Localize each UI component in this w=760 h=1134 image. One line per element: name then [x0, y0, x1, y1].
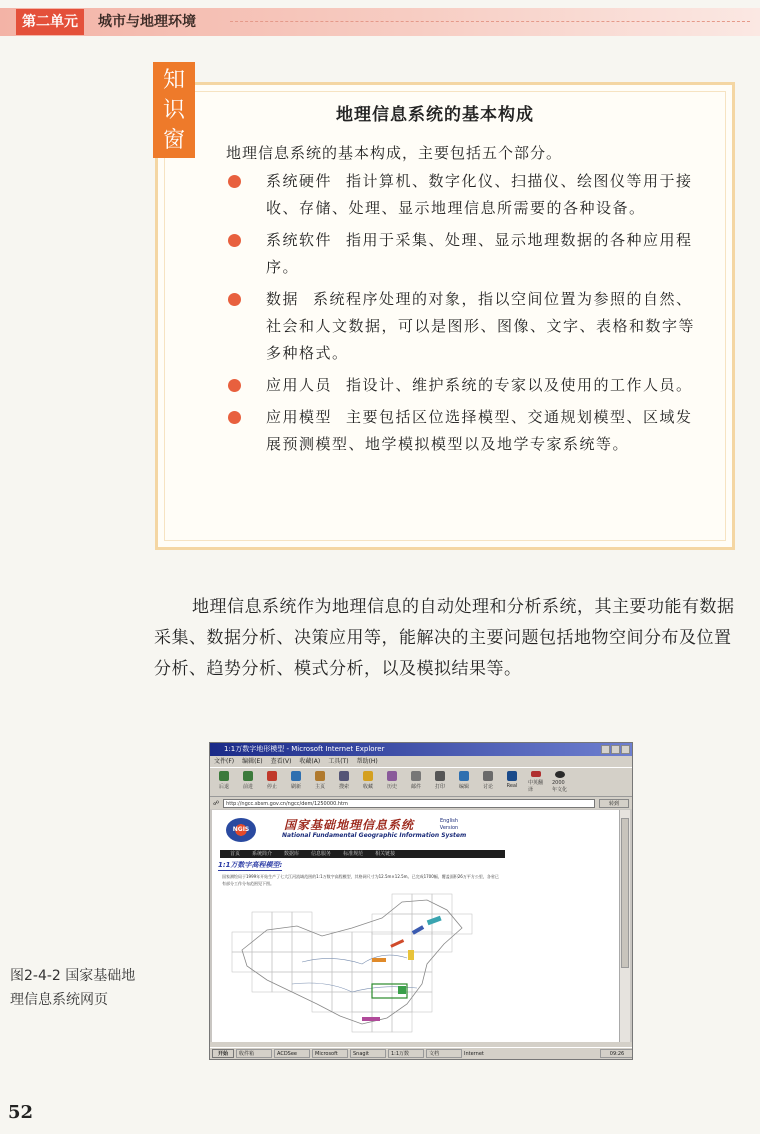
bullet-dot-icon [228, 234, 241, 247]
bullet-dot-icon [228, 293, 241, 306]
menu-tools[interactable]: 工具(T) [328, 758, 349, 765]
item-text: 主要包括区位选择模型、交通规划模型、区域发展预测模型、地学模拟模型以及地学专家系统等。 [266, 408, 693, 453]
toolbar-label: 编辑 [458, 784, 469, 790]
address-icon: ☍ [213, 799, 220, 807]
dem-coverage-green-fill [398, 986, 406, 994]
page-number: 52 [8, 1102, 34, 1123]
toolbar-label: 历史 [386, 784, 397, 790]
site-name-cn: 国家基础地理信息系统 [284, 818, 415, 832]
menu-help[interactable]: 帮助(H) [356, 758, 378, 765]
real-icon [507, 771, 517, 781]
globe-icon [555, 771, 565, 778]
history-button[interactable] [384, 771, 400, 793]
knowledge-intro: 地理信息系统的基本构成，主要包括五个部分。 [226, 144, 563, 162]
dem-subheading: 1:1万数字高程模型: [218, 861, 283, 869]
dem-coverage-cyan [427, 916, 442, 925]
bullet-dot-icon [228, 379, 241, 392]
toolbar-label: 停止 [266, 784, 277, 790]
nav-item[interactable]: 系统简介 [252, 851, 273, 857]
list-item [228, 227, 708, 281]
refresh-icon [291, 771, 301, 781]
translate-icon [531, 771, 541, 777]
dem-coverage-orange [372, 958, 386, 962]
mail-button[interactable] [408, 771, 424, 793]
stop-icon [267, 771, 277, 781]
bullet-dot-icon [228, 411, 241, 424]
mail-icon [411, 771, 421, 781]
nav-item[interactable]: 相关链接 [375, 851, 396, 857]
toolbar-label: 邮件 [410, 784, 421, 790]
toolbar-label: 前进 [242, 784, 253, 790]
taskbar-item[interactable]: 1:1万数 [388, 1049, 424, 1058]
river-yellow [302, 955, 407, 964]
menu-favorites[interactable]: 收藏(A) [299, 758, 321, 765]
item-name: 应用人员 [266, 376, 333, 394]
list-item [228, 372, 708, 399]
printer-icon [435, 771, 445, 781]
maximize-icon[interactable] [611, 745, 620, 754]
address-bar [210, 797, 632, 809]
toolbar-label: 2000年文化 [552, 780, 568, 793]
dem-coverage-red [390, 939, 404, 948]
print-button[interactable] [432, 771, 448, 793]
site-nav [220, 850, 505, 858]
english-version-link[interactable]: English Version [439, 818, 459, 831]
body-paragraph: 地理信息系统作为地理信息的自动处理和分析系统，其主要功能有数据采集、数据分析、决策应用等，能解决的主要问题包括地物空间分布及位置分析、趋势分析、模式分析，以及模拟结果等。 [154, 597, 735, 679]
star-icon [363, 771, 373, 781]
item-text: 指设计、维护系统的专家以及使用的工作人员。 [346, 376, 693, 394]
item-text: 指用于采集、处理、显示地理数据的各种应用程序。 [266, 231, 693, 276]
menu-file[interactable]: 文件(F) [214, 758, 235, 765]
toolbar-label: 后退 [218, 784, 229, 790]
translate-button[interactable] [528, 771, 544, 793]
figure-browser-screenshot [209, 742, 633, 1060]
taskbar-item[interactable]: 文档 [426, 1049, 462, 1058]
refresh-button[interactable] [288, 771, 304, 793]
window-titlebar [210, 743, 632, 756]
stop-button[interactable] [264, 771, 280, 793]
menu-bar [210, 756, 632, 767]
favorites-button[interactable] [360, 771, 376, 793]
edit-icon [459, 771, 469, 781]
dem-coverage-blue [412, 925, 424, 934]
list-item [228, 286, 708, 367]
nav-item[interactable]: 首页 [230, 851, 241, 857]
window-controls [601, 745, 630, 754]
internet-zone: Internet [464, 1050, 484, 1057]
taskbar-clock: 09:26 [600, 1049, 633, 1058]
dem-coverage-yellow [408, 950, 414, 960]
item-name: 系统软件 [266, 231, 333, 249]
minimize-icon[interactable] [601, 745, 610, 754]
toolbar-label: 讨论 [482, 784, 493, 790]
bullet-dot-icon [228, 175, 241, 188]
page-header [0, 0, 760, 44]
home-button[interactable] [312, 771, 328, 793]
close-icon[interactable] [621, 745, 630, 754]
taskbar-item[interactable]: Microsoft [312, 1049, 348, 1058]
toolbar-label: Real [506, 783, 518, 789]
toolbar-label: 刷新 [290, 784, 301, 790]
header-divider [230, 21, 750, 22]
map-grid-lines [232, 894, 472, 1032]
home-icon [315, 771, 325, 781]
chapter-title: 城市与地理环境 [98, 14, 196, 30]
item-text: 指计算机、数字化仪、扫描仪、绘图仪等用于接收、存储、处理、显示地理信息所需要的各种设备。 [266, 172, 693, 217]
toolbar-label: 打印 [434, 784, 445, 790]
nav-item[interactable]: 数据库 [284, 851, 300, 857]
taskbar [210, 1047, 633, 1059]
search-button[interactable] [336, 771, 352, 793]
item-name: 系统硬件 [266, 172, 333, 190]
back-arrow-icon [219, 771, 229, 781]
dem-coverage-pink [362, 1017, 380, 1021]
nav-item[interactable]: 信息服务 [311, 851, 332, 857]
toolbar-label: 主页 [314, 784, 325, 790]
toolbar-label: 收藏 [362, 784, 373, 790]
culture-button[interactable] [552, 771, 568, 793]
nav-item[interactable]: 标准规范 [343, 851, 364, 857]
menu-edit[interactable]: 编辑(E) [242, 758, 263, 765]
address-input[interactable]: http://ngcc.sbsm.gov.cn/ngcc/dem/1250000.htm [223, 799, 595, 808]
taskbar-item[interactable]: 收件箱 [236, 1049, 272, 1058]
item-name: 数据 [266, 290, 300, 308]
search-icon [339, 771, 349, 781]
taskbar-item[interactable]: Snagit [350, 1049, 386, 1058]
item-text: 系统程序处理的对象，指以空间位置为参照的自然、社会和人文数据，可以是图形、图像、文字、表格和数字等多种格式。 [266, 290, 696, 362]
start-button[interactable]: 开始 [212, 1049, 234, 1058]
browser-toolbar [210, 767, 632, 797]
scroll-thumb[interactable] [621, 818, 629, 968]
list-item [228, 168, 708, 222]
unit-label: 第二单元 [16, 9, 84, 35]
toolbar-label: 中英翻译 [528, 780, 544, 793]
dem-description: 国家测绘局于1999年开始生产了七大江河流域范围的1:1万数字高程模型，其格网尺寸为12.5m×12.5m。已完成1700幅，覆盖面积26万平方公里，各省已有部分工作分布范围见下图。 [222, 874, 499, 886]
figure-caption: 图2-4-2 国家基础地理信息系统网页 [10, 968, 136, 1008]
window-title: 1:1万数字地形模型 - Microsoft Internet Explorer [224, 745, 385, 753]
list-item [228, 404, 708, 458]
menu-view[interactable]: 查看(V) [270, 758, 292, 765]
china-map-grid[interactable] [222, 892, 482, 1042]
taskbar-item[interactable]: ACDSee [274, 1049, 310, 1058]
knowledge-title: 地理信息系统的基本构成 [336, 105, 534, 125]
vertical-scrollbar[interactable] [619, 810, 630, 1047]
forward-arrow-icon [243, 771, 253, 781]
ngis-logo: NGIS [226, 818, 256, 842]
knowledge-list [228, 168, 708, 463]
discuss-icon [483, 771, 493, 781]
knowledge-tag: 知识窗 [153, 62, 195, 158]
edit-button[interactable] [456, 771, 472, 793]
go-button[interactable]: 转到 [599, 799, 629, 808]
toolbar-label: 搜索 [338, 784, 349, 790]
forward-button[interactable] [240, 771, 256, 793]
back-button[interactable] [216, 771, 232, 793]
item-name: 应用模型 [266, 408, 333, 426]
discuss-button[interactable] [480, 771, 496, 793]
web-page-content [212, 810, 619, 1047]
real-button[interactable] [504, 771, 520, 793]
site-name-en: National Fundamental Geographic Information System [282, 832, 467, 839]
history-icon [387, 771, 397, 781]
